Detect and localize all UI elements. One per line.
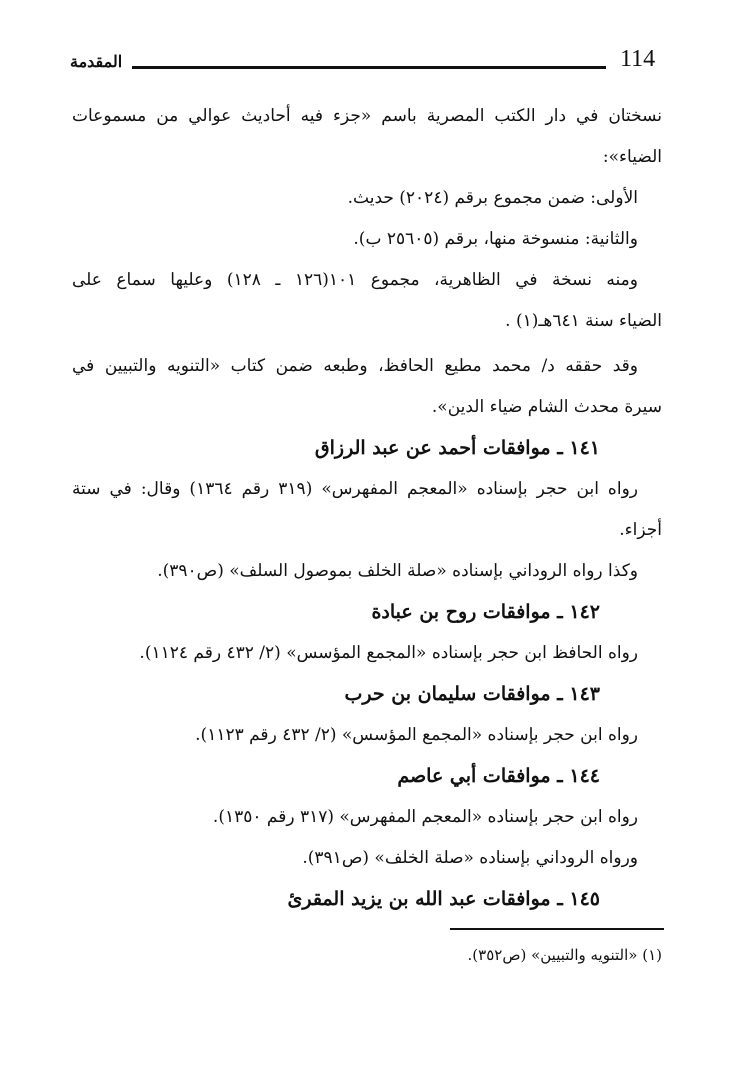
text-line: رواه ابن حجر بإسناده «المعجم المفهرس» (٣١٩ رقم ١٣٦٤) وقال: في ستة xyxy=(72,479,638,499)
page-body xyxy=(72,96,662,920)
footnote-rule xyxy=(450,928,664,930)
text-line: أجزاء. xyxy=(619,520,662,540)
text-line: والثانية: منسوخة منها، برقم (٢٥٦٠٥ ب). xyxy=(353,229,638,249)
text-line: الضياء»: xyxy=(602,147,662,167)
entry-heading: ١٤٥ ـ موافقات عبد الله بن يزيد المقرئ xyxy=(287,888,600,910)
entry-heading: ١٤٢ ـ موافقات روح بن عبادة xyxy=(371,601,600,623)
text-line: رواه الحافظ ابن حجر بإسناده «المجمع المؤسس» (٢/ ٤٣٢ رقم ١١٢٤). xyxy=(139,643,638,663)
text-line: الضياء سنة ٦٤١هـ(١) . xyxy=(505,311,662,331)
text-line: رواه ابن حجر بإسناده «المعجم المفهرس» (٣١٧ رقم ١٣٥٠). xyxy=(212,807,638,827)
page-header xyxy=(70,44,660,80)
text-line: وكذا رواه الروداني بإسناده «صلة الخلف بموصول السلف» (ص٣٩٠). xyxy=(157,561,638,581)
entry-heading: ١٤١ ـ موافقات أحمد عن عبد الرزاق xyxy=(314,437,600,459)
footnote: (١) «التنويه والتبيين» (ص٣٥٢). xyxy=(467,946,662,964)
text-line: رواه ابن حجر بإسناده «المجمع المؤسس» (٢/ ٤٣٢ رقم ١١٢٣). xyxy=(195,725,638,745)
text-line: وقد حققه د/ محمد مطيع الحافظ، وطبعه ضمن كتاب «التنويه والتبيين في xyxy=(72,356,638,376)
entry-heading: ١٤٤ ـ موافقات أبي عاصم xyxy=(397,765,600,787)
text-line: سيرة محدث الشام ضياء الدين». xyxy=(431,397,662,417)
header-rule xyxy=(132,66,606,69)
text-line: ورواه الروداني بإسناده «صلة الخلف» (ص٣٩١). xyxy=(302,848,638,868)
page-number: 114 xyxy=(620,46,656,72)
entry-heading: ١٤٣ ـ موافقات سليمان بن حرب xyxy=(344,683,600,705)
text-line: نسختان في دار الكتب المصرية باسم «جزء فيه أحاديث عوالي من مسموعات xyxy=(72,106,662,126)
text-line: ومنه نسخة في الظاهرية، مجموع ١٠١(١٢٦ ـ ١٢٨) وعليها سماع على xyxy=(72,270,638,290)
section-title: المقدمة xyxy=(70,52,123,71)
text-line: الأولى: ضمن مجموع برقم (٢٠٢٤) حديث. xyxy=(347,188,638,208)
